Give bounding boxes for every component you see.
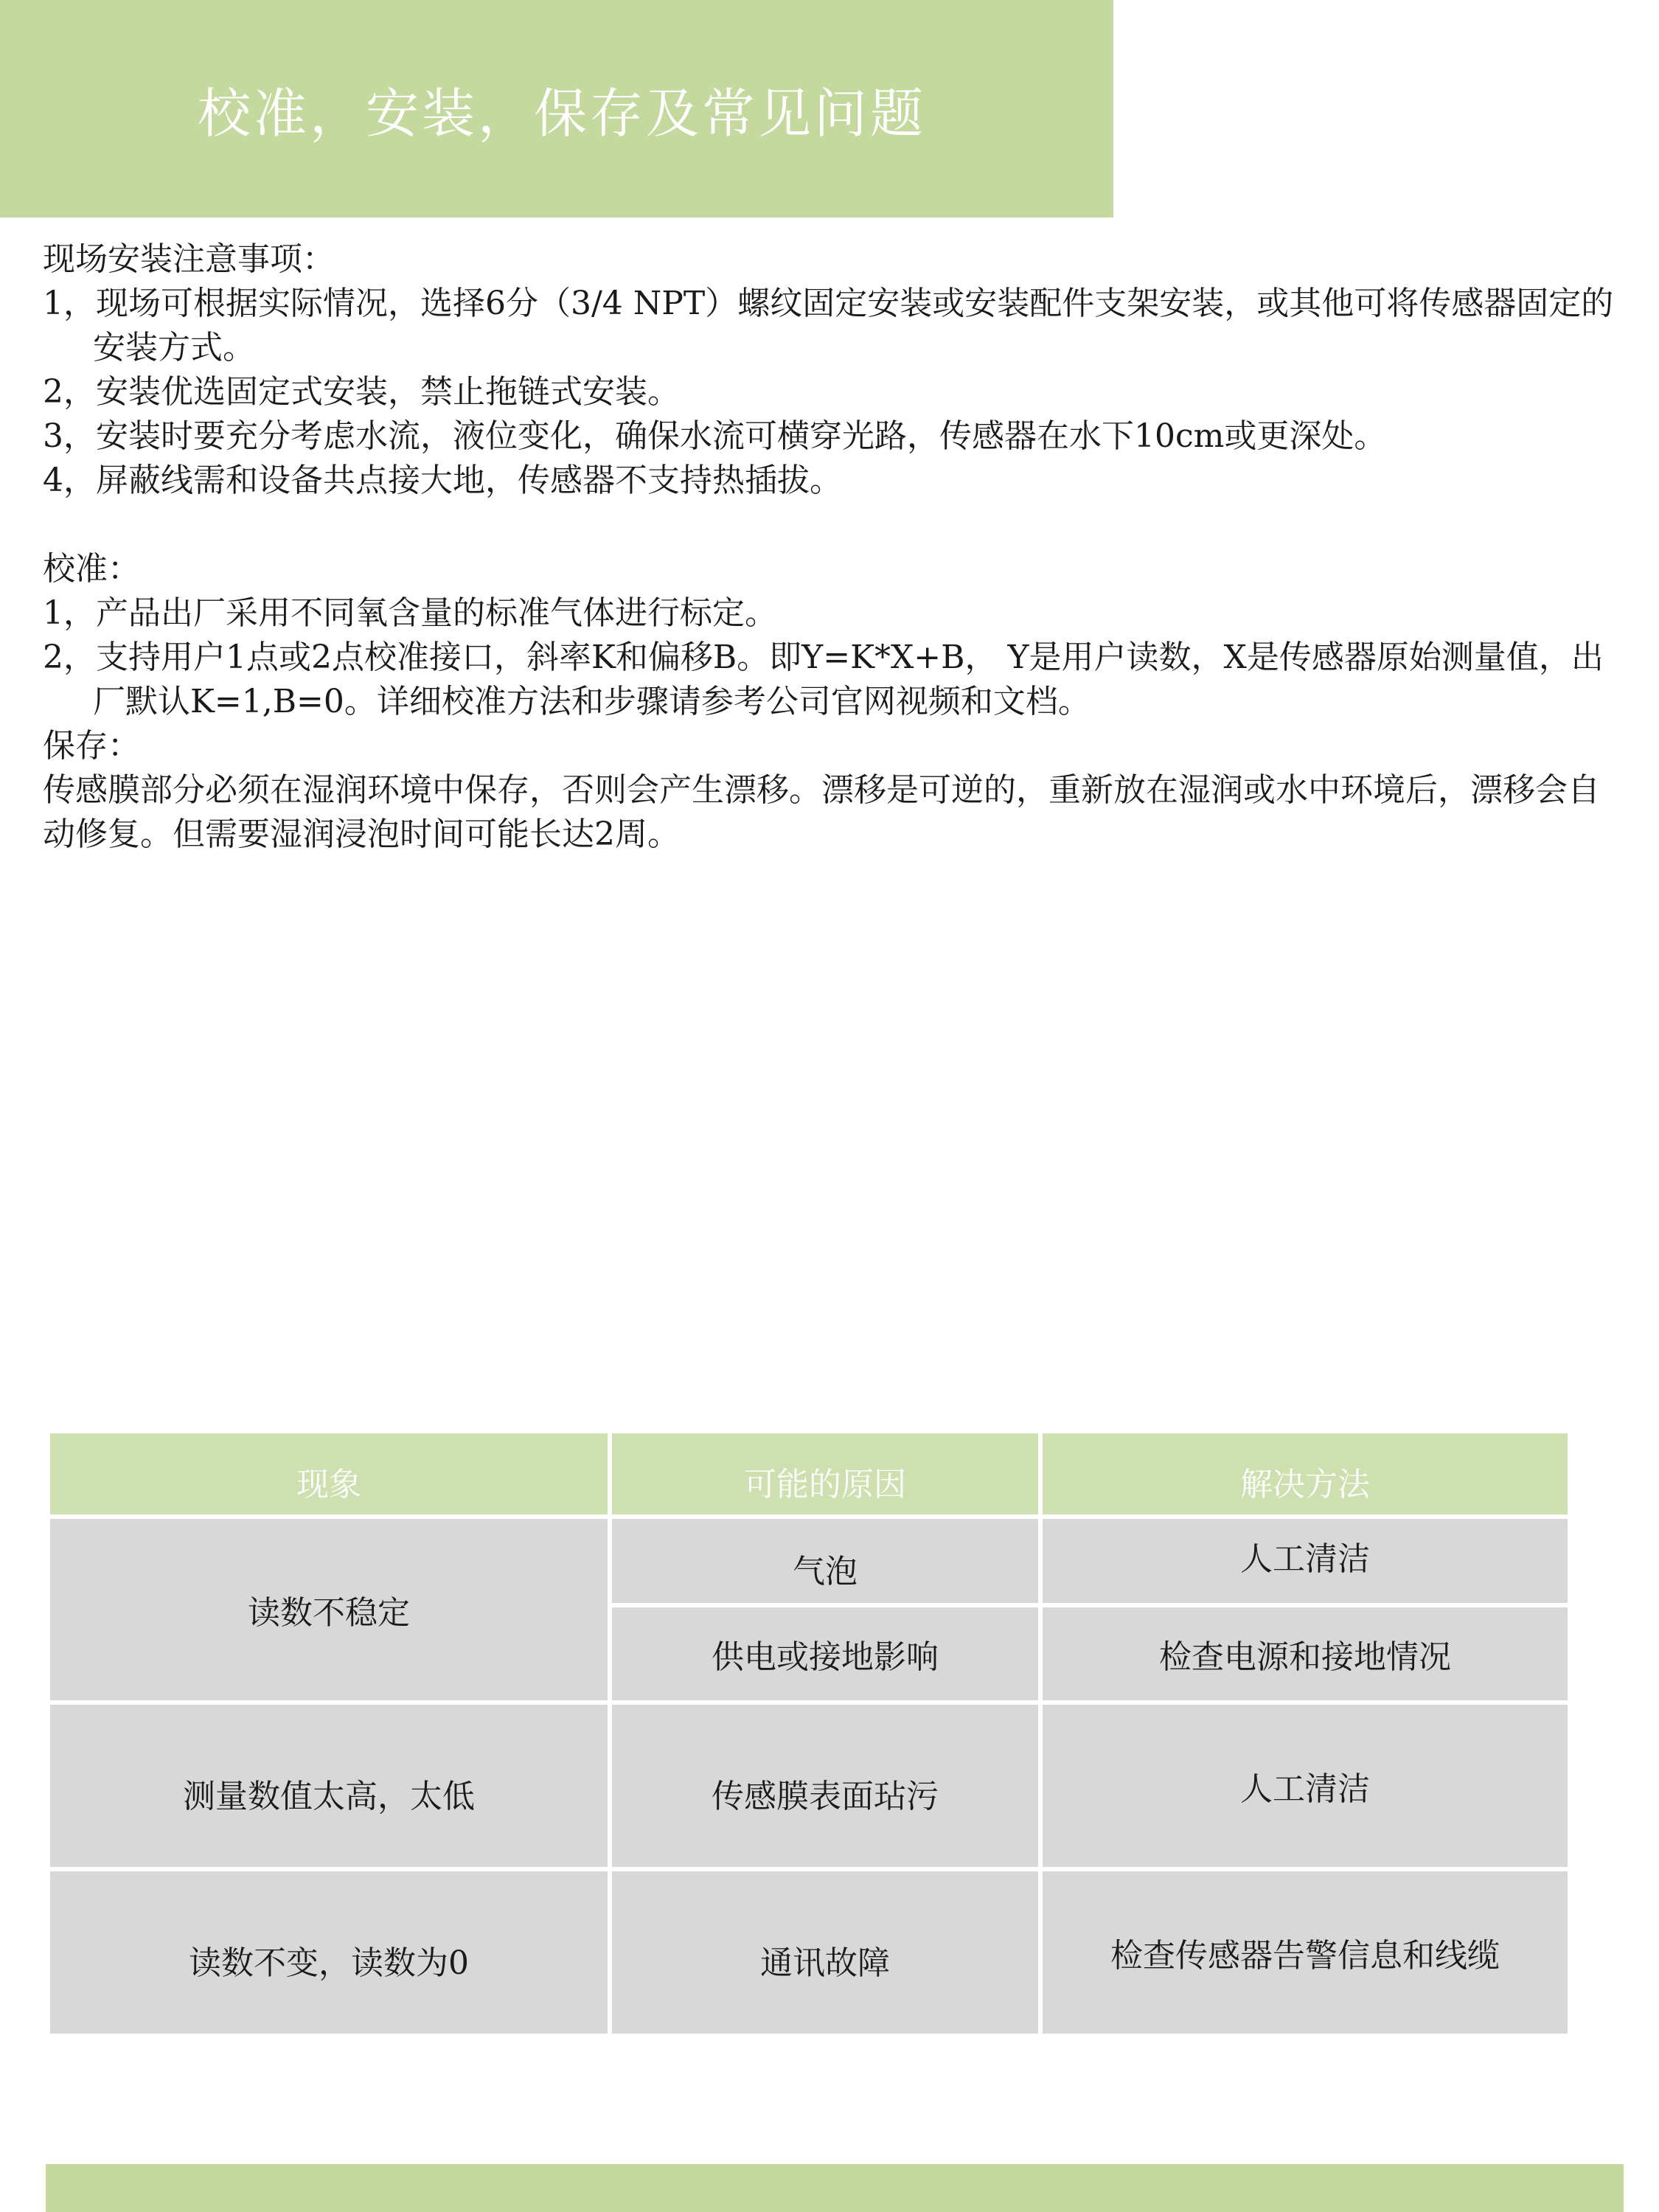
- solution-cell: 人工清洁: [1043, 1705, 1568, 1867]
- header-phenomenon: 现象: [50, 1433, 608, 1514]
- solution-cell: 检查传感器告警信息和线缆: [1043, 1871, 1568, 2034]
- calibration-item: 1，产品出厂采用不同氧含量的标准气体进行标定。: [43, 594, 777, 632]
- page-title: 校准，安装，保存及常见问题: [198, 83, 927, 145]
- phenomenon-cell: 读数不变，读数为0: [50, 1871, 608, 2034]
- table-row: [50, 1519, 1568, 1603]
- calibration-heading: 校准：: [43, 550, 140, 588]
- phenomenon-cell: 读数不稳定: [50, 1519, 608, 1700]
- table-row: [50, 1871, 1568, 2034]
- section-spacer: [43, 503, 1628, 547]
- installation-item: 1，现场可根据实际情况，选择6分（3/4 NPT）螺纹固定安装或安装配件支架安装，或其他可将传感器固定的安装方式。: [43, 285, 1614, 366]
- cause-cell: 气泡: [612, 1519, 1038, 1603]
- header-solution: 解决方法: [1043, 1433, 1568, 1514]
- installation-item: 2，安装优选固定式安装，禁止拖链式安装。: [43, 373, 680, 411]
- solution-cell: 检查电源和接地情况: [1043, 1607, 1568, 1700]
- content-body: [43, 237, 1628, 857]
- storage-text: 传感膜部分必须在湿润环境中保存，否则会产生漂移。漂移是可逆的，重新放在湿润或水中环境后，漂移会自动修复。但需要湿润浸泡时间可能长达2周。: [43, 771, 1600, 853]
- storage-heading: 保存：: [43, 727, 140, 765]
- cause-cell: 传感膜表面玷污: [612, 1705, 1038, 1867]
- cause-cell: 供电或接地影响: [612, 1607, 1038, 1700]
- installation-item: 4，屏蔽线需和设备共点接大地，传感器不支持热插拔。: [43, 462, 842, 499]
- footer-band: [46, 2164, 1624, 2212]
- installation-heading: 现场安装注意事项：: [43, 240, 335, 278]
- calibration-item: 2，支持用户1点或2点校准接口，斜率K和偏移B。即Y=K*X+B， Y是用户读数，X是传感器原始测量值，出厂默认K=1,B=0。详细校准方法和步骤请参考公司官网视频和文档。: [43, 639, 1604, 720]
- solution-cell: 人工清洁: [1043, 1519, 1568, 1603]
- phenomenon-cell: 测量数值太高，太低: [50, 1705, 608, 1867]
- faq-table: [46, 1429, 1572, 2038]
- table-header-row: [50, 1433, 1568, 1514]
- header-cause: 可能的原因: [612, 1433, 1038, 1514]
- cause-cell: 通讯故障: [612, 1871, 1038, 2034]
- header-band: [0, 0, 1113, 218]
- installation-item: 3，安装时要充分考虑水流，液位变化，确保水流可横穿光路，传感器在水下10cm或更深处。: [43, 417, 1387, 455]
- table-row: [50, 1705, 1568, 1867]
